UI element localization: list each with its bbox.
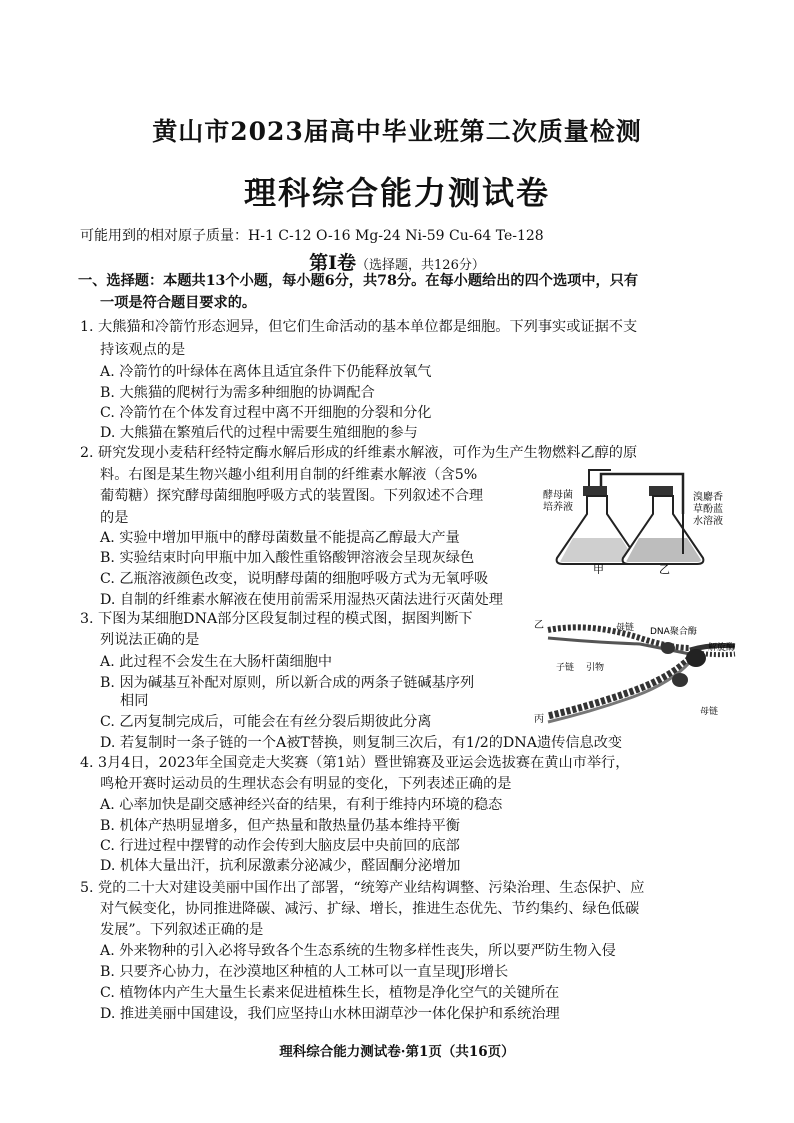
fermentation-apparatus-figure bbox=[535, 466, 735, 574]
q1-stem-2: 持该观点的是 bbox=[100, 342, 186, 358]
page-footer: 理科综合能力测试卷·第1页（共16页） bbox=[279, 1044, 515, 1060]
q1-option-b: B. 大熊猫的爬树行为需多种细胞的协调配合 bbox=[100, 385, 375, 401]
q2-option-d: D. 自制的纤维素水解液在使用前需采用湿热灭菌法进行灭菌处理 bbox=[100, 592, 503, 608]
label-flask-b: 乙 bbox=[659, 563, 670, 574]
q2-option-c: C. 乙瓶溶液颜色改变，说明酵母菌的细胞呼吸方式为无氧呼吸 bbox=[100, 571, 489, 587]
q3-option-b-2: 相同 bbox=[120, 693, 149, 709]
q1-option-a: A. 冷箭竹的叶绿体在离体且适宜条件下仍能释放氧气 bbox=[100, 364, 432, 380]
label-yeast-1: 酵母菌 bbox=[543, 490, 573, 501]
section-heading bbox=[0, 248, 794, 275]
q3-option-c: C. 乙丙复制完成后，可能会在有丝分裂后期彼此分离 bbox=[100, 714, 432, 730]
q1-option-d: D. 大熊猫在繁殖后代的过程中需要生殖细胞的参与 bbox=[100, 425, 418, 441]
flask-a-stopper bbox=[583, 486, 607, 496]
q2-stem-2: 料。右图是某生物兴趣小组利用自制的纤维素水解液（含5% bbox=[100, 467, 478, 483]
q1-stem-1: 1. 大熊猫和冷箭竹形态迥异，但它们生命活动的基本单位都是细胞。下列事实或证据不支 bbox=[80, 319, 638, 335]
section-note: （选择题，共126分） bbox=[356, 258, 485, 273]
q3-option-b-1: B. 因为碱基互补配对原则，所以新合成的两条子链碱基序列 bbox=[100, 675, 475, 691]
exam-subtitle: 理科综合能力测试卷 bbox=[243, 174, 550, 212]
dna-polymerase-shape bbox=[661, 642, 675, 654]
q5-option-a: A. 外来物种的引入必将导致各个生态系统的生物多样性丧失，所以要严防生物入侵 bbox=[100, 943, 616, 959]
q2-option-b: B. 实验结束时向甲瓶中加入酸性重铬酸钾溶液会呈现灰绿色 bbox=[100, 550, 475, 566]
intro-line-2: 一项是符合题目要求的。 bbox=[100, 295, 257, 311]
q3-option-d: D. 若复制时一条子链的一个A被T替换，则复制三次后，有1/2的DNA遗传信息改变 bbox=[100, 735, 623, 751]
label-flask-a: 甲 bbox=[593, 563, 604, 574]
dna-polymerase-shape-2 bbox=[672, 673, 688, 687]
q5-stem-1: 5. 党的二十大对建设美丽中国作出了部署，“统筹产业结构调整、污染治理、生态保护、应 bbox=[80, 880, 645, 896]
label-yi: 乙 bbox=[534, 620, 544, 631]
q2-option-a: A. 实验中增加甲瓶中的酵母菌数量不能提高乙醇最大产量 bbox=[100, 530, 460, 546]
dna-replication-figure bbox=[530, 618, 742, 726]
section-title: 第Ⅰ卷 bbox=[309, 252, 357, 274]
label-dna-polymerase: DNA聚合酶 bbox=[650, 627, 697, 637]
label-parent-strand-2: 母链 bbox=[700, 707, 719, 717]
q2-stem-4: 的是 bbox=[100, 510, 129, 526]
label-helicase: 解旋酶 bbox=[708, 643, 736, 653]
exam-title: 黄山市2023届高中毕业班第二次质量检测 bbox=[152, 117, 642, 146]
q3-stem-2: 列说法正确的是 bbox=[100, 632, 200, 648]
q3-stem-1: 3. 下图为某细胞DNA部分区段复制过程的模式图，据图判断下 bbox=[80, 611, 473, 627]
label-bing: 丙 bbox=[534, 714, 544, 725]
label-daughter-strand: 子链 bbox=[556, 663, 575, 673]
helicase-shape bbox=[686, 649, 706, 667]
q3-option-a: A. 此过程不会发生在大肠杆菌细胞中 bbox=[100, 654, 333, 670]
q5-option-d: D. 推进美丽中国建设，我们应坚持山水林田湖草沙一体化保护和系统治理 bbox=[100, 1006, 560, 1022]
label-bromothymol-2: 草酚蓝 bbox=[693, 504, 723, 515]
q5-option-c: C. 植物体内产生大量生长素来促进植株生长，植物是净化空气的关键所在 bbox=[100, 985, 560, 1001]
label-primer: 引物 bbox=[586, 663, 605, 673]
q4-option-a: A. 心率加快是副交感神经兴奋的结果，有利于维持内环境的稳态 bbox=[100, 797, 503, 813]
q1-option-c: C. 冷箭竹在个体发育过程中离不开细胞的分裂和分化 bbox=[100, 405, 432, 421]
label-yeast-2: 培养液 bbox=[543, 502, 573, 513]
flask-b-stopper bbox=[649, 486, 673, 496]
q2-stem-1: 2. 研究发现小麦秸秆经特定酶水解后形成的纤维素水解液，可作为生产生物燃料乙醇的原 bbox=[80, 445, 638, 461]
q4-option-c: C. 行进过程中摆臂的动作会传到大脑皮层中央前回的底部 bbox=[100, 838, 460, 854]
q5-option-b: B. 只要齐心协力，在沙漠地区种植的人工林可以一直呈现J形增长 bbox=[100, 964, 509, 980]
q4-stem-2: 鸣枪开赛时运动员的生理状态会有明显的变化，下列表述正确的是 bbox=[100, 776, 512, 792]
q5-stem-3: 发展”。下列叙述正确的是 bbox=[100, 922, 264, 938]
q5-stem-2: 对气候变化，协同推进降碳、减污、扩绿、增长，推进生态优先、节约集约、绿色低碳 bbox=[100, 901, 640, 917]
q2-stem-3: 葡萄糖）探究酵母菌细胞呼吸方式的装置图。下列叙述不合理 bbox=[100, 488, 484, 504]
intro-line-1: 一、选择题：本题共13个小题，每小题6分，共78分。在每小题给出的四个选项中，只有 bbox=[78, 273, 639, 289]
q4-option-b: B. 机体产热明显增多，但产热量和散热量仍基本维持平衡 bbox=[100, 818, 460, 834]
label-bromothymol-1: 溴麝香 bbox=[693, 492, 723, 503]
atomic-masses: 可能用到的相对原子质量：H-1 C-12 O-16 Mg-24 Ni-59 Cu-64 Te-128 bbox=[80, 228, 544, 244]
q4-option-d: D. 机体大量出汗，抗利尿激素分泌减少，醛固酮分泌增加 bbox=[100, 858, 461, 874]
label-bromothymol-3: 水溶液 bbox=[693, 516, 723, 527]
label-parent-strand: 母链 bbox=[616, 623, 635, 633]
q4-stem-1: 4. 3月4日，2023年全国竞走大奖赛（第1站）暨世锦赛及亚运会选拔赛在黄山市举行， bbox=[80, 755, 630, 771]
